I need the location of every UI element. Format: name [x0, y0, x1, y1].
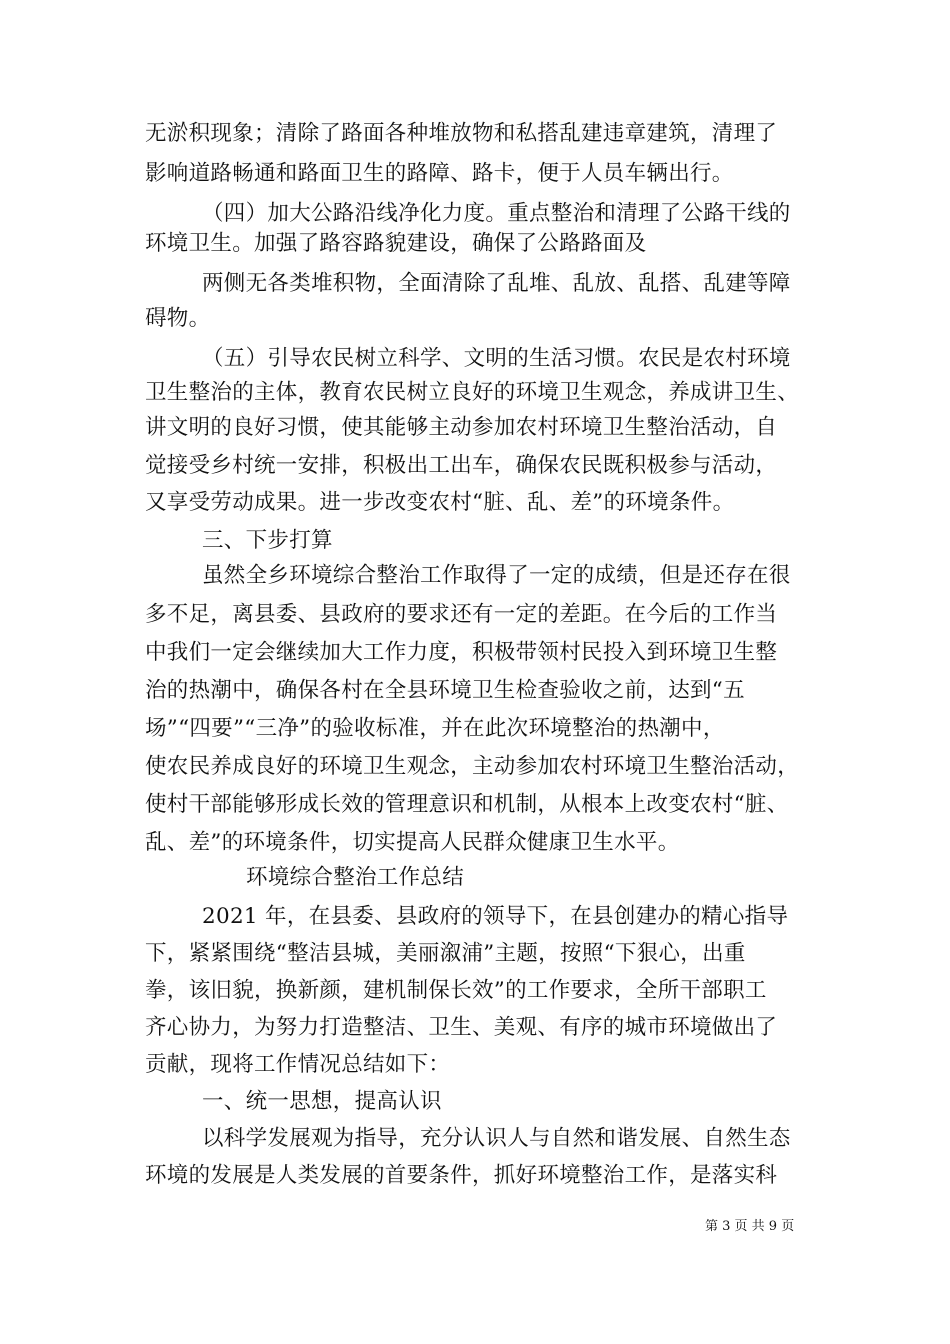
- paragraph-line: 虽然全乡环境综合整治工作取得了一定的成绩，但是还存在很: [202, 563, 791, 588]
- paragraph-line: （五）引导农民树立科学、文明的生活习惯。农民是农村环境: [202, 346, 791, 371]
- paragraph-line: 卫生整治的主体，教育农民树立良好的环境卫生观念，养成讲卫生、: [145, 380, 800, 405]
- paragraph-line: 以科学发展观为指导，充分认识人与自然和谐发展、自然生态: [202, 1126, 791, 1151]
- paragraph-line: 环境卫生。加强了路容路貌建设，确保了公路路面及: [145, 231, 647, 256]
- paragraph-line: 碍物。: [145, 306, 211, 331]
- paragraph-line: 场”“四要”“三净”的验收标准，并在此次环境整治的热潮中，: [145, 716, 725, 741]
- paragraph-line: 治的热潮中，确保各村在全县环境卫生检查验收之前，达到“五: [145, 678, 745, 703]
- paragraph-line: 使农民养成良好的环境卫生观念，主动参加农村环境卫生整治活动，: [145, 754, 800, 779]
- section-heading: 三、下步打算: [202, 528, 333, 553]
- paragraph-line: 环境的发展是人类发展的首要条件，抓好环境整治工作，是落实科: [145, 1163, 778, 1188]
- paragraph-line: 使村干部能够形成长效的管理意识和机制，从根本上改变农村“脏、: [145, 792, 789, 817]
- section-heading: 一、统一思想，提高认识: [202, 1089, 442, 1114]
- paragraph-line: 中我们一定会继续加大工作力度，积极带领村民投入到环境卫生整: [145, 640, 778, 665]
- paragraph-line: 下，紧紧围绕“整洁县城，美丽溆浦”主题，按照“下狠心，出重: [145, 941, 746, 966]
- document-title: 环境综合整治工作总结: [246, 865, 465, 890]
- paragraph-line: （四）加大公路沿线净化力度。重点整治和清理了公路干线的: [202, 201, 791, 226]
- paragraph-line: 两侧无各类堆积物，全面清除了乱堆、乱放、乱搭、乱建等障: [202, 271, 791, 296]
- paragraph-line: 乱、差”的环境条件，切实提高人民群众健康卫生水平。: [145, 830, 680, 855]
- paragraph-line: 讲文明的良好习惯，使其能够主动参加农村环境卫生整治活动，自: [145, 415, 778, 440]
- paragraph-line: 无淤积现象；清除了路面各种堆放物和私搭乱建违章建筑，清理了: [145, 121, 778, 146]
- paragraph-line: 贡献，现将工作情况总结如下：: [145, 1052, 451, 1077]
- paragraph-line: 觉接受乡村统一安排，积极出工出车，确保农民既积极参与活动，: [145, 453, 778, 478]
- paragraph-line: 齐心协力，为努力打造整洁、卫生、美观、有序的城市环境做出了: [145, 1015, 778, 1040]
- paragraph-line: 2021 年，在县委、县政府的领导下，在县创建办的精心指导: [202, 904, 789, 929]
- page-indicator: 第 3 页 共 9 页: [705, 1219, 795, 1234]
- paragraph-line: 又享受劳动成果。进一步改变农村“脏、乱、差”的环境条件。: [145, 490, 735, 515]
- paragraph-line: 影响道路畅通和路面卫生的路障、路卡，便于人员车辆出行。: [145, 161, 734, 186]
- paragraph-line: 多不足，离县委、县政府的要求还有一定的差距。在今后的工作当: [145, 602, 778, 627]
- paragraph-line: 拳，该旧貌，换新颜，建机制保长效”的工作要求，全所干部职工: [145, 978, 767, 1003]
